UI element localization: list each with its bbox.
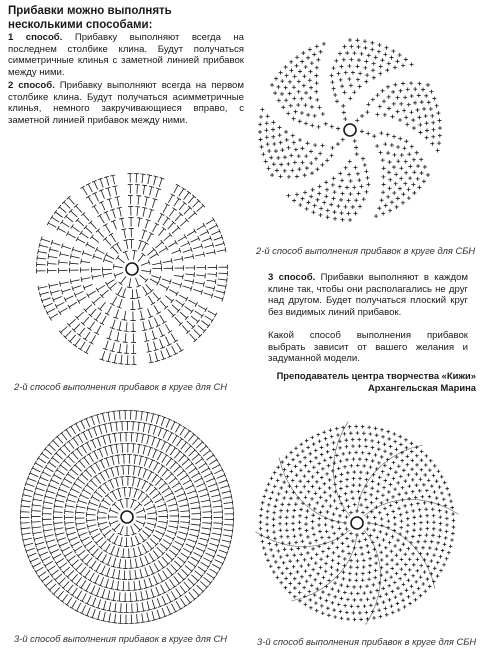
caption-method3-dc: 3-й способ выполнения прибавок в круге для СН bbox=[14, 633, 228, 644]
crochet-diagram-method3-sc bbox=[246, 412, 468, 634]
conclusion-paragraph: Какой способ выполнения прибавок выбрать зависит от вашего желания и задуманной модели. bbox=[268, 330, 468, 365]
author-credit bbox=[268, 370, 476, 393]
page-heading: Прибавки можно выполнять несколькими способами: bbox=[8, 5, 172, 31]
crochet-diagram-method3-dc bbox=[12, 402, 242, 632]
method-3-lead: 3 способ. bbox=[268, 272, 316, 283]
author-title: Преподаватель центра творчества «Кижи» bbox=[276, 370, 476, 381]
method-2-lead: 2 способ. bbox=[8, 80, 55, 91]
caption-method3-sc: 3-й способ выполнения прибавок в круге для СБН bbox=[257, 636, 477, 647]
method-2-paragraph bbox=[8, 80, 244, 126]
method-2-text: Прибавку выполняют всегда на первом столбике клина. Будут получаться асимметричные клинья, немного закручивающиеся вправо, с заметной линией прибавок между ними. bbox=[8, 80, 244, 126]
author-name: Архангельская Марина bbox=[367, 381, 476, 393]
crochet-diagram-method2-sc bbox=[244, 44, 456, 240]
method-3-text: Прибавки выполняют в каждом клине так, чтобы они располагались не друг над другом. Будет получаться плоский круг без видимых линий прибавок. bbox=[268, 272, 468, 318]
method-1-lead: 1 способ. bbox=[8, 32, 63, 43]
caption-method2-sc: 2-й способ выполнения прибавок в круге для СБН bbox=[256, 245, 476, 256]
method-3-paragraph bbox=[268, 272, 468, 318]
method-1-text: Прибавку выполняют всегда на последнем столбике клина. Будут получаться симметричные клинья с заметной линией прибавок между ними. bbox=[8, 32, 244, 78]
method-1-paragraph bbox=[8, 32, 244, 78]
caption-method2-dc: 2-й способ выполнения прибавок в круге для СН bbox=[14, 381, 228, 392]
crochet-diagram-method2-dc bbox=[32, 158, 234, 380]
